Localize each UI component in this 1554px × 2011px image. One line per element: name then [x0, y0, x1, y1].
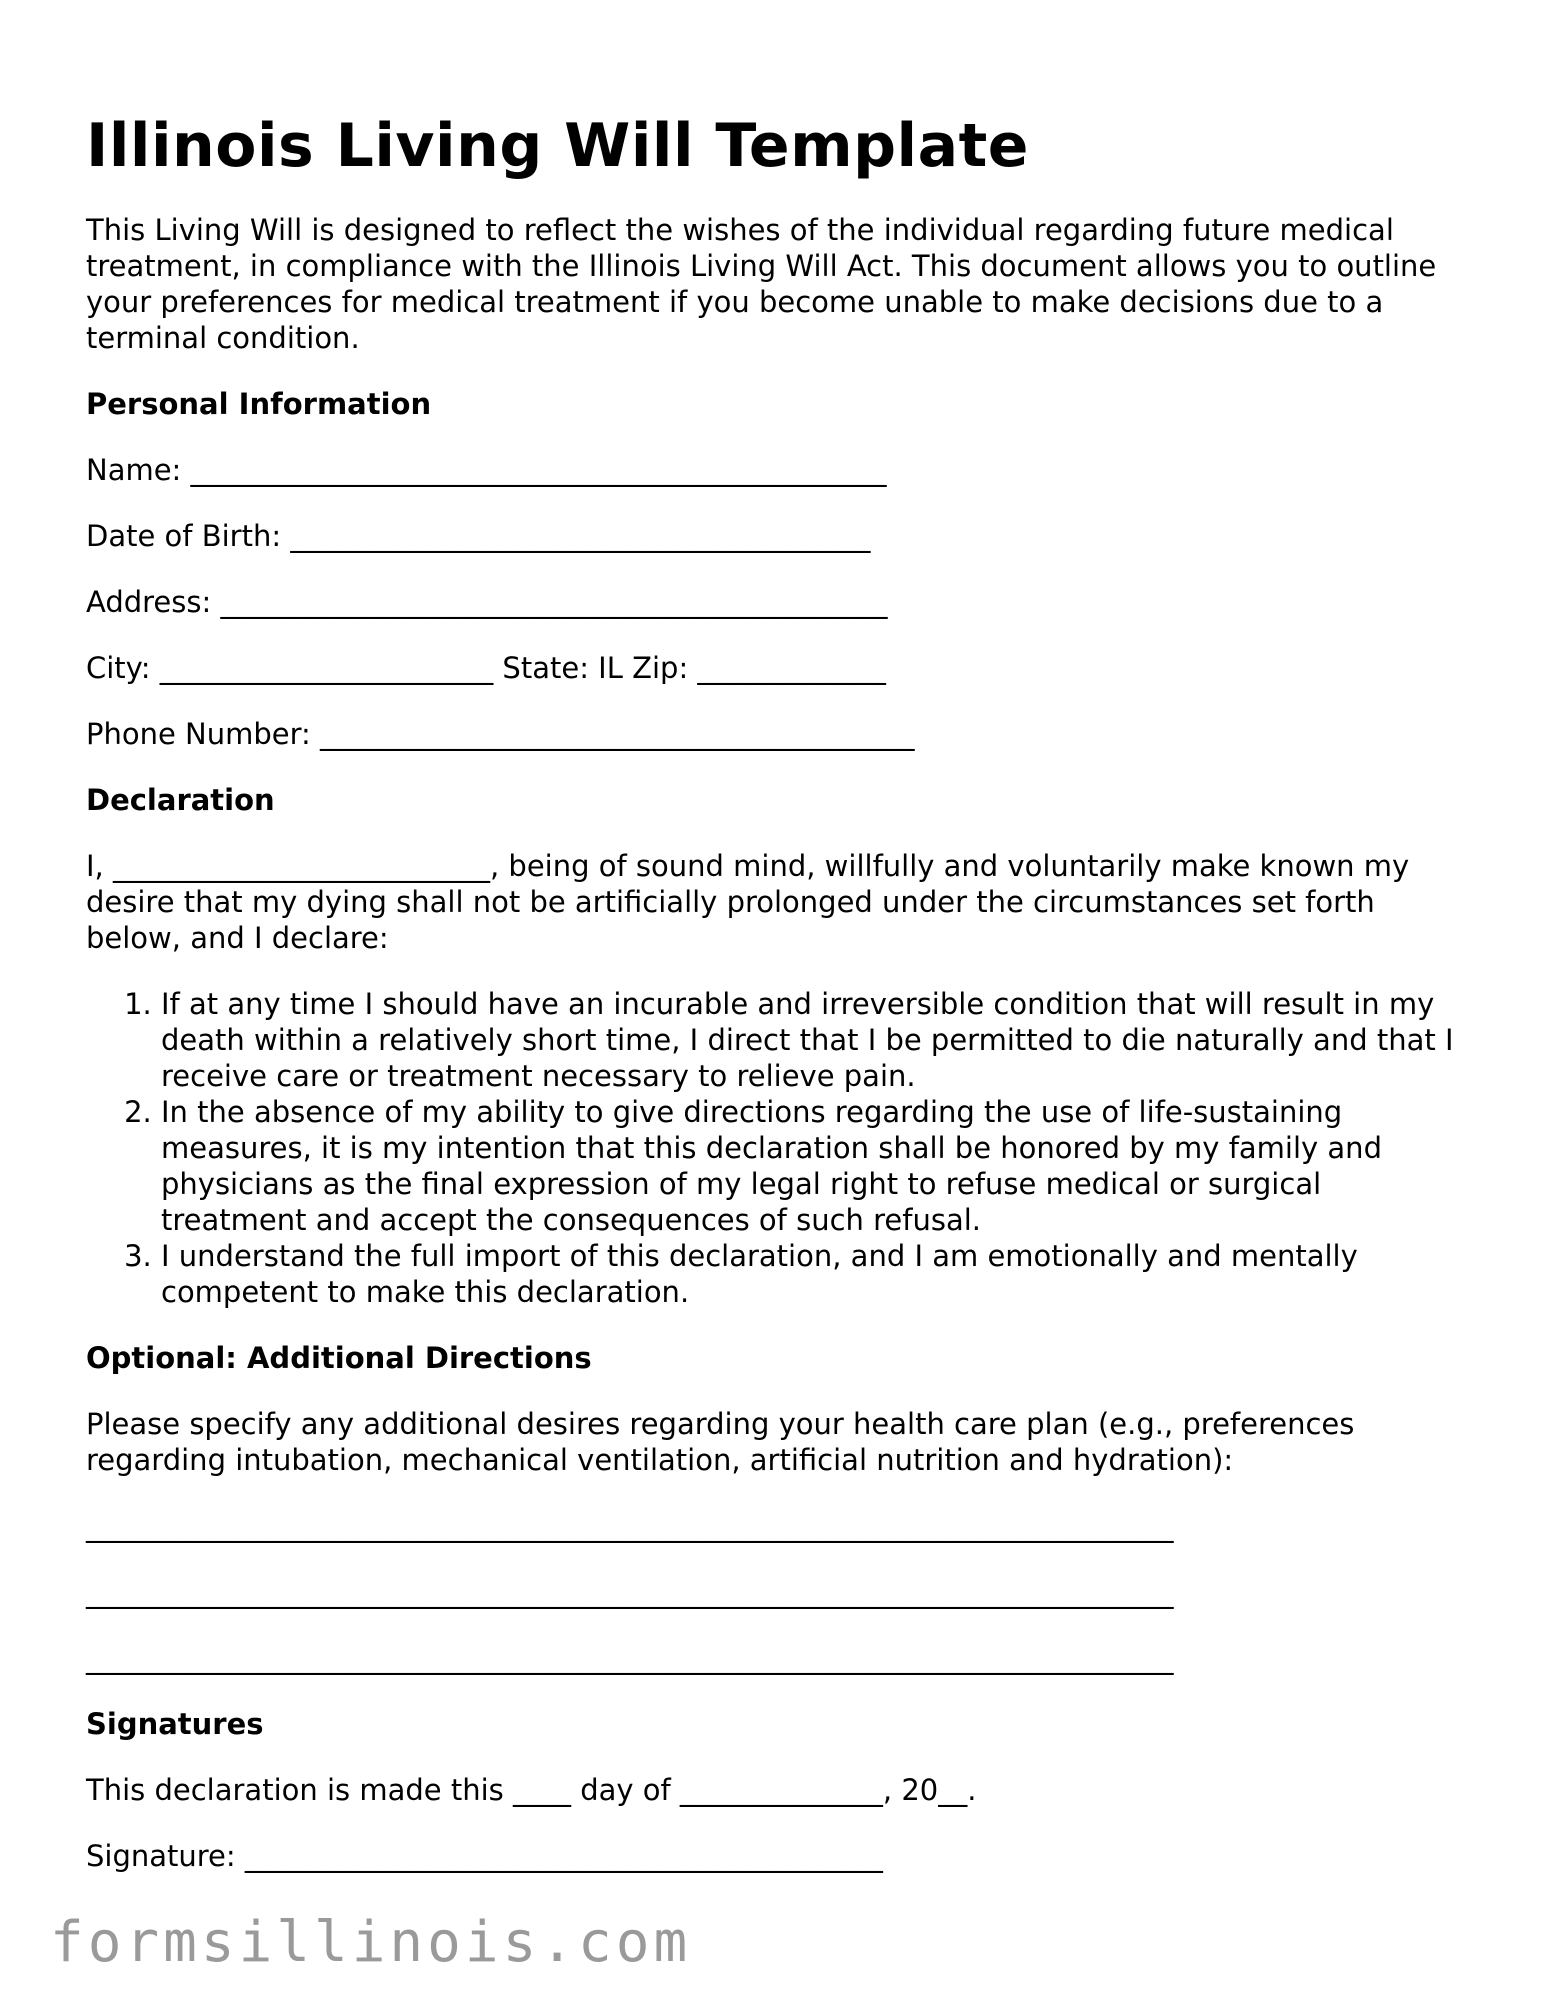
watermark-text: formsillinois.com	[50, 1910, 692, 1975]
dob-field[interactable]: Date of Birth: ________________________________________	[86, 519, 871, 553]
address-field[interactable]: Address: ______________________________________________	[86, 585, 888, 619]
personal-info-heading: Personal Information	[86, 387, 432, 421]
additional-directions-line-3[interactable]: ___________________________________________________________________________	[86, 1641, 1174, 1675]
declaration-date-field[interactable]: This declaration is made this ____ day of ______________, 20__.	[86, 1773, 977, 1807]
additional-directions-line-2[interactable]: ___________________________________________________________________________	[86, 1575, 1174, 1609]
intro-paragraph: This Living Will is designed to reflect the wishes of the individual regarding future medical treatment, in compliance with the Illinois Living Will Act. This document allows you to outline your preferences for medical treatment if you become unable to make decisions due to a terminal condition.	[86, 213, 1437, 355]
document-title: Illinois Living Will Template	[86, 111, 1029, 181]
signatures-heading: Signatures	[86, 1707, 264, 1741]
additional-directions-prompt: Please specify any additional desires regarding your health care plan (e.g., preferences regarding intubation, mechanical ventilation, artificial nutrition and hydration):	[86, 1407, 1355, 1477]
name-field[interactable]: Name: ________________________________________________	[86, 453, 887, 487]
document-page	[86, 110, 1466, 1904]
additional-directions-heading: Optional: Additional Directions	[86, 1341, 592, 1375]
city-state-zip-field[interactable]: City: _______________________ State: IL Zip: _____________	[86, 651, 886, 685]
declaration-item-1: 1. If at any time I should have an incurable and irreversible condition that will result in my death within a relatively short time, I direct that I be permitted to die naturally and that I receive care or treatment necessary to relieve pain.	[161, 986, 1466, 1094]
declaration-item-3: 3. I understand the full import of this declaration, and I am emotionally and mentally competent to make this declaration.	[161, 1238, 1466, 1310]
declaration-statement: I, __________________________, being of sound mind, willfully and voluntarily make known my desire that my dying shall not be artificially prolonged under the circumstances set forth below, and I declare:	[86, 849, 1410, 955]
declaration-item-2: 2. In the absence of my ability to give directions regarding the use of life-sustaining measures, it is my intention that this declaration shall be honored by my family and physicians as the final expression of my legal right to refuse medical or surgical treatment and accept the consequences of such refusal.	[161, 1094, 1466, 1238]
signature-field[interactable]: Signature: ____________________________________________	[86, 1839, 883, 1873]
declaration-list	[86, 986, 1466, 1310]
additional-directions-line-1[interactable]: ___________________________________________________________________________	[86, 1509, 1174, 1543]
phone-field[interactable]: Phone Number: _________________________________________	[86, 717, 915, 751]
declaration-heading: Declaration	[86, 783, 275, 817]
